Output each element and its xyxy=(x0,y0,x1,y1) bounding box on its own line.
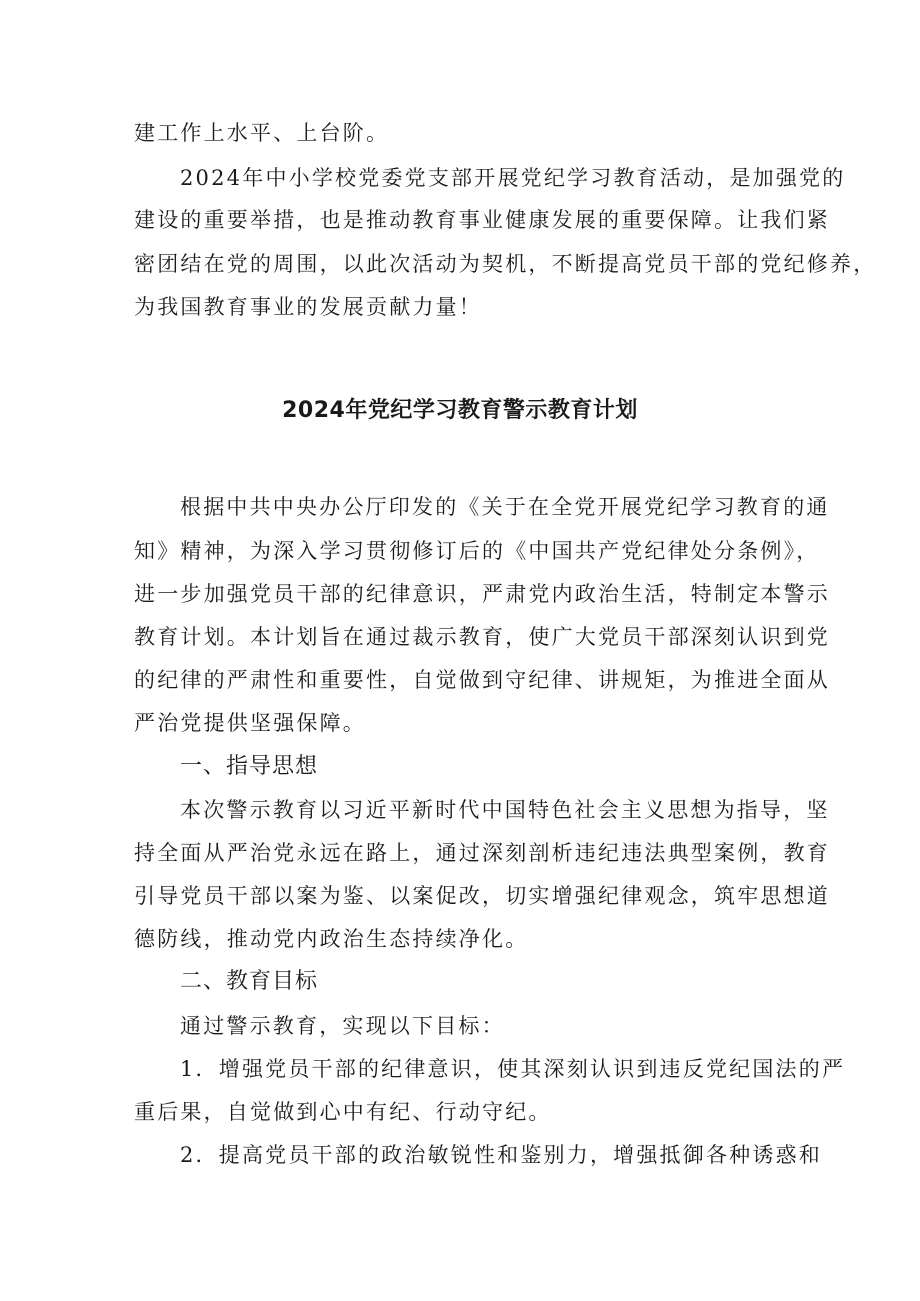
paragraph-line: 为我国教育事业的发展贡献力量！ xyxy=(134,295,482,319)
paragraph-line: 严治党提供坚强保障。 xyxy=(134,711,366,735)
list-item-line: 重后果，自觉做到心中有纪、行动守纪。 xyxy=(134,1100,552,1124)
list-item-line: 1．增强党员干部的纪律意识，使其深刻认识到违反党纪国法的严 xyxy=(180,1057,846,1081)
paragraph-line: 建设的重要举措，也是推动教育事业健康发展的重要保障。让我们紧 xyxy=(134,208,830,232)
section-heading: 二、教育目标 xyxy=(180,969,319,994)
paragraph-line: 进一步加强党员干部的纪律意识，严肃党内政治生活，特制定本警示 xyxy=(134,582,830,606)
paragraph-line: 通过警示教育，实现以下目标： xyxy=(180,1014,505,1038)
paragraph-line: 根据中共中央办公厅印发的《关于在全党开展党纪学习教育的通 xyxy=(180,495,830,519)
paragraph-line: 的纪律的严肃性和重要性，自觉做到守纪律、讲规矩，为推进全面从 xyxy=(134,668,830,692)
list-item-line: 2．提高党员干部的政治敏锐性和鉴别力，增强抵御各种诱惑和 xyxy=(180,1143,822,1167)
paragraph-line: 教育计划。本计划旨在通过裁示教育，使广大党员干部深刻认识到党 xyxy=(134,625,830,649)
paragraph-line: 引导党员干部以案为鉴、以案促改，切实增强纪律观念，筑牢思想道 xyxy=(134,884,830,908)
paragraph-line: 建工作上水平、上台阶。 xyxy=(134,121,390,145)
paragraph-line: 知》精神，为深入学习贯彻修订后的《中国共产党纪律处分条例》， xyxy=(134,539,820,563)
paragraph-line: 2024年中小学校党委党支部开展党纪学习教育活动，是加强党的 xyxy=(180,166,846,190)
paragraph-line: 持全面从严治党永远在路上，通过深刻剖析违纪违法典型案例，教育 xyxy=(134,841,830,865)
section-heading: 一、指导思想 xyxy=(180,754,319,779)
paragraph-line: 密团结在党的周围，以此次活动为契机，不断提高党员干部的党纪修养， xyxy=(134,252,877,276)
paragraph-line: 本次警示教育以习近平新时代中国特色社会主义思想为指导，坚 xyxy=(180,798,830,822)
document-title: 2024年党纪学习教育警示教育计划 xyxy=(282,398,638,423)
paragraph-line: 德防线，推动党内政治生态持续净化。 xyxy=(134,927,529,951)
